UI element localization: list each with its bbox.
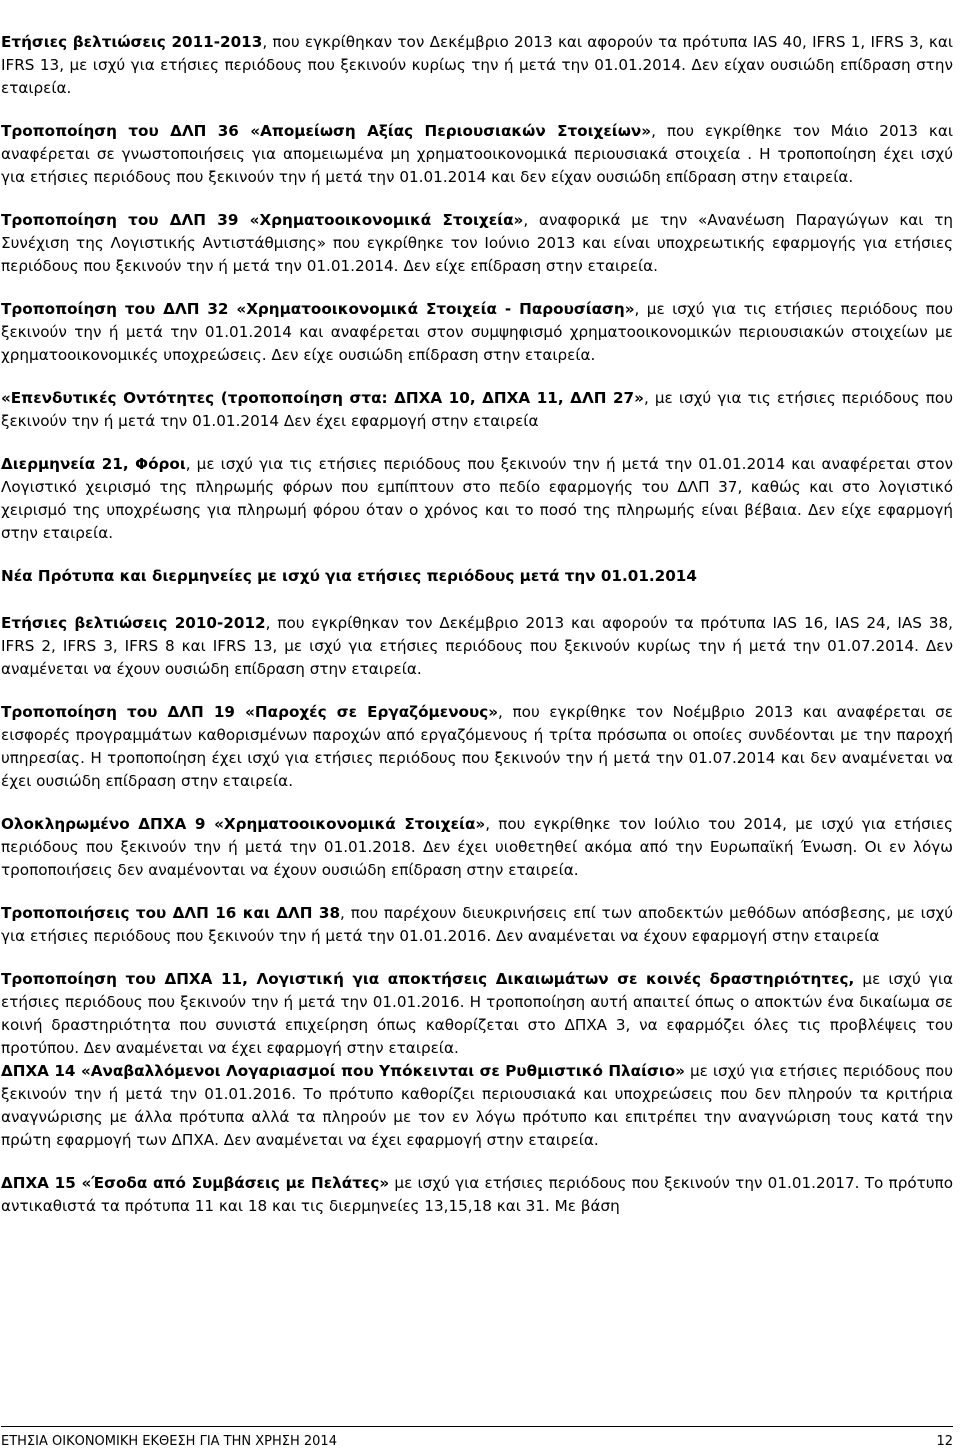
paragraph-title: Τροποποίηση του ΔΠΧΑ 11, Λογιστική για αποκτήσεις Δικαιωμάτων σε κοινές δραστηριότητες, <box>1 970 855 988</box>
section-heading: Νέα Πρότυπα και διερμηνείες με ισχύ για ετήσιες περιόδους μετά την 01.01.2014 <box>1 567 697 585</box>
paragraph-title: Τροποποίηση του ΔΛΠ 39 «Χρηματοοικονομικά Στοιχεία» <box>1 211 524 229</box>
paragraph-title: ΔΠΧΑ 15 «Έσοδα από Συμβάσεις με Πελάτες» <box>1 1174 390 1192</box>
paragraph-investment-entities <box>1 387 953 433</box>
page-footer <box>1 1410 953 1450</box>
paragraph-ifrs-9 <box>1 813 953 882</box>
paragraph-title: Ολοκληρωμένο ΔΠΧΑ 9 «Χρηματοοικονομικά Στοιχεία» <box>1 815 486 833</box>
paragraph-annual-improvements-2011-2013 <box>1 31 953 100</box>
paragraph-ias-32-amendment <box>1 298 953 367</box>
paragraph-title: ΔΠΧΑ 14 «Αναβαλλόμενοι Λογαριασμοί που Υπόκεινται σε Ρυθμιστικό Πλαίσιο» <box>1 1062 685 1080</box>
paragraph-ias-16-ias-38-amendments <box>1 902 953 948</box>
paragraph-ifrs-11-amendment <box>1 968 953 1060</box>
paragraph-title: Διερμηνεία 21, Φόροι <box>1 455 186 473</box>
paragraph-text: με ισχύ για ετήσιες περιόδους που ξεκινούν την ή μετά την 01.01.2016. Το πρότυπο καθορίζει περιουσιακά και υποχρεώσεις που δεν πληρούν τα κριτήρια αναγνώρισης με άλλα πρότυπα αλλά τα πληρούν με τον εν λόγω πρότυπο και επιτρέπει την αναγνώριση τους κατά την πρώτη εφαρμογή των ΔΠΧΑ. Δεν αναμένεται να έχει εφαρμογή στην εταιρεία. <box>1 1062 953 1149</box>
paragraph-text: , που εγκρίθηκαν τον Δεκέμβριο 2013 και αφορούν τα πρότυπα IAS 40, IFRS 1, IFRS 3, και IFRS 13, με ισχύ για ετήσιες περιόδους που ξεκινούν κυρίως την ή μετά την 01.01.2014. Δεν είχαν ουσιώδη επίδραση στην εταιρεία. <box>1 33 953 97</box>
paragraph-text: με ισχύ για ετήσιες περιόδους που ξεκινούν την 01.01.2017. Το πρότυπο αντικαθιστά τα πρότυπα 11 και 18 και τις διερμηνείες 13,15,18 και 31. Με βάση <box>1 1174 953 1215</box>
paragraph-title: «Επενδυτικές Οντότητες (τροποποίηση στα: ΔΠΧΑ 10, ΔΠΧΑ 11, ΔΛΠ 27» <box>1 389 644 407</box>
footer-divider <box>1 1426 953 1427</box>
paragraph-annual-improvements-2010-2012 <box>1 612 953 681</box>
paragraph-title: Ετήσιες βελτιώσεις 2010-2012 <box>1 614 266 632</box>
paragraph-text: , με ισχύ για τις ετήσιες περιόδους που ξεκινούν την ή μετά την 01.01.2014 και αναφέρεται στον Λογιστικό χειρισμό της πληρωμής φόρων που εμπίπτουν στο πεδίο εφαρμογής του ΔΛΠ 37, καθώς και στο λογιστικό χειρισμό της υποχρέωσης για πληρωμή φόρου όταν ο χρόνος και το ποσό της πληρωμής είναι βέβαια. Δεν είχε εφαρμογή στην εταιρεία. <box>1 455 953 542</box>
paragraph-text: , αναφορικά με την «Ανανέωση Παραγώγων και τη Συνέχιση της Λογιστικής Αντιστάθμισης» που εγκρίθηκε τον Ιούνιο 2013 και είναι υποχρεωτικής εφαρμογής για ετήσιες περιόδους που ξεκινούν την ή μετά την 01.01.2014. Δεν είχε επίδραση στην εταιρεία. <box>1 211 953 275</box>
paragraph-title: Ετήσιες βελτιώσεις 2011-2013 <box>1 33 263 51</box>
paragraph-text: , με ισχύ για τις ετήσιες περιόδους που ξεκινούν την ή μετά την 01.01.2014 και αναφέρεται στον συμψηφισμό χρηματοοικονομικών περιουσιακών στοιχείων με χρηματοοικονομικές υποχρεώσεις. Δεν είχε ουσιώδη επίδραση στην εταιρεία. <box>1 300 953 364</box>
footer-report-title: ΕΤΗΣΙΑ ΟΙΚΟΝΟΜΙΚΗ ΕΚΘΕΣΗ ΓΙΑ ΤΗΝ ΧΡΗΣΗ 2014 <box>1 1434 337 1449</box>
footer-page-number: 12 <box>936 1434 953 1449</box>
paragraph-title: Τροποποίηση του ΔΛΠ 19 «Παροχές σε Εργαζόμενους» <box>1 703 499 721</box>
paragraph-ifric-21-levies <box>1 453 953 545</box>
document-body <box>1 31 953 1238</box>
paragraph-ias-19-amendment <box>1 701 953 793</box>
paragraph-ias-39-amendment <box>1 209 953 278</box>
paragraph-text: με ισχύ για ετήσιες περιόδους που ξεκινούν την ή μετά την 01.01.2016. Η τροποποίηση αυτή απαιτεί όπως ο αποκτών ένα δικαίωμα σε κοινή δραστηριότητα που συνιστά επιχείρηση όπως καθορίζεται στο ΔΠΧΑ 3, να εφαρμόζει όλες τις προβλέψεις του προτύπου. Δεν αναμένεται να έχει εφαρμογή στην εταιρεία. <box>1 970 953 1057</box>
paragraph-text: , που εγκρίθηκε τον Ιούλιο του 2014, με ισχύ για ετήσιες περιόδους που ξεκινούν την ή μετά την 01.01.2018. Δεν έχει υιοθετηθεί ακόμα από την Ευρωπαϊκή Ένωση. Οι εν λόγω τροποποιήσεις δεν αναμένονται να έχουν ουσιώδη επίδραση στην εταιρεία. <box>1 815 953 879</box>
paragraph-ifrs-15 <box>1 1172 953 1218</box>
paragraph-title: Τροποποίηση του ΔΛΠ 36 «Απομείωση Αξίας Περιουσιακών Στοιχείων» <box>1 122 652 140</box>
paragraph-text: , με ισχύ για τις ετήσιες περιόδους που ξεκινούν την ή μετά την 01.01.2014 Δεν έχει εφαρμογή στην εταιρεία <box>1 389 953 430</box>
paragraph-title: Τροποποιήσεις του ΔΛΠ 16 και ΔΛΠ 38 <box>1 904 341 922</box>
paragraph-text: , που εγκρίθηκε τον Μάιο 2013 και αναφέρεται σε γνωστοποιήσεις για απομειωμένα μη χρηματοοικονομικά περιουσιακά στοιχεία . Η τροποποίηση έχει ισχύ για ετήσιες περιόδους που ξεκινούν την ή μετά την 01.01.2014 και δεν είχαν ουσιώδη επίδραση στην εταιρεία. <box>1 122 953 186</box>
paragraph-ias-36-amendment <box>1 120 953 189</box>
paragraph-ifrs-14 <box>1 1060 953 1152</box>
paragraph-text: , που παρέχουν διευκρινήσεις επί των αποδεκτών μεθόδων απόσβεσης, με ισχύ για ετήσιες περιόδους που ξεκινούν την ή μετά την 01.01.2016. Δεν αναμένεται να έχουν εφαρμογή στην εταιρεία <box>1 904 953 945</box>
paragraph-title: Τροποποίηση του ΔΛΠ 32 «Χρηματοοικονομικά Στοιχεία - Παρουσίαση» <box>1 300 635 318</box>
paragraph-text: , που εγκρίθηκε τον Νοέμβριο 2013 και αναφέρεται σε εισφορές προγραμμάτων καθορισμένων παροχών από εργαζόμενους ή τρίτα πρόσωπα οι οποίες συνδέονται με την παροχή υπηρεσίας. Η τροποποίηση έχει ισχύ για ετήσιες περιόδους που ξεκινούν την ή μετά την 01.07.2014 και δεν αναμένεται να έχει ουσιώδη επίδραση στην εταιρεία. <box>1 703 953 790</box>
paragraph-text: , που εγκρίθηκαν τον Δεκέμβριο 2013 και αφορούν τα πρότυπα IAS 16, IAS 24, IAS 38, IFRS 2, IFRS 3, IFRS 8 και IFRS 13, με ισχύ για ετήσιες περιόδους που ξεκινούν κυρίως την ή μετά την 01.07.2014. Δεν αναμένεται να έχουν ουσιώδη επίδραση στην εταιρεία. <box>1 614 953 678</box>
